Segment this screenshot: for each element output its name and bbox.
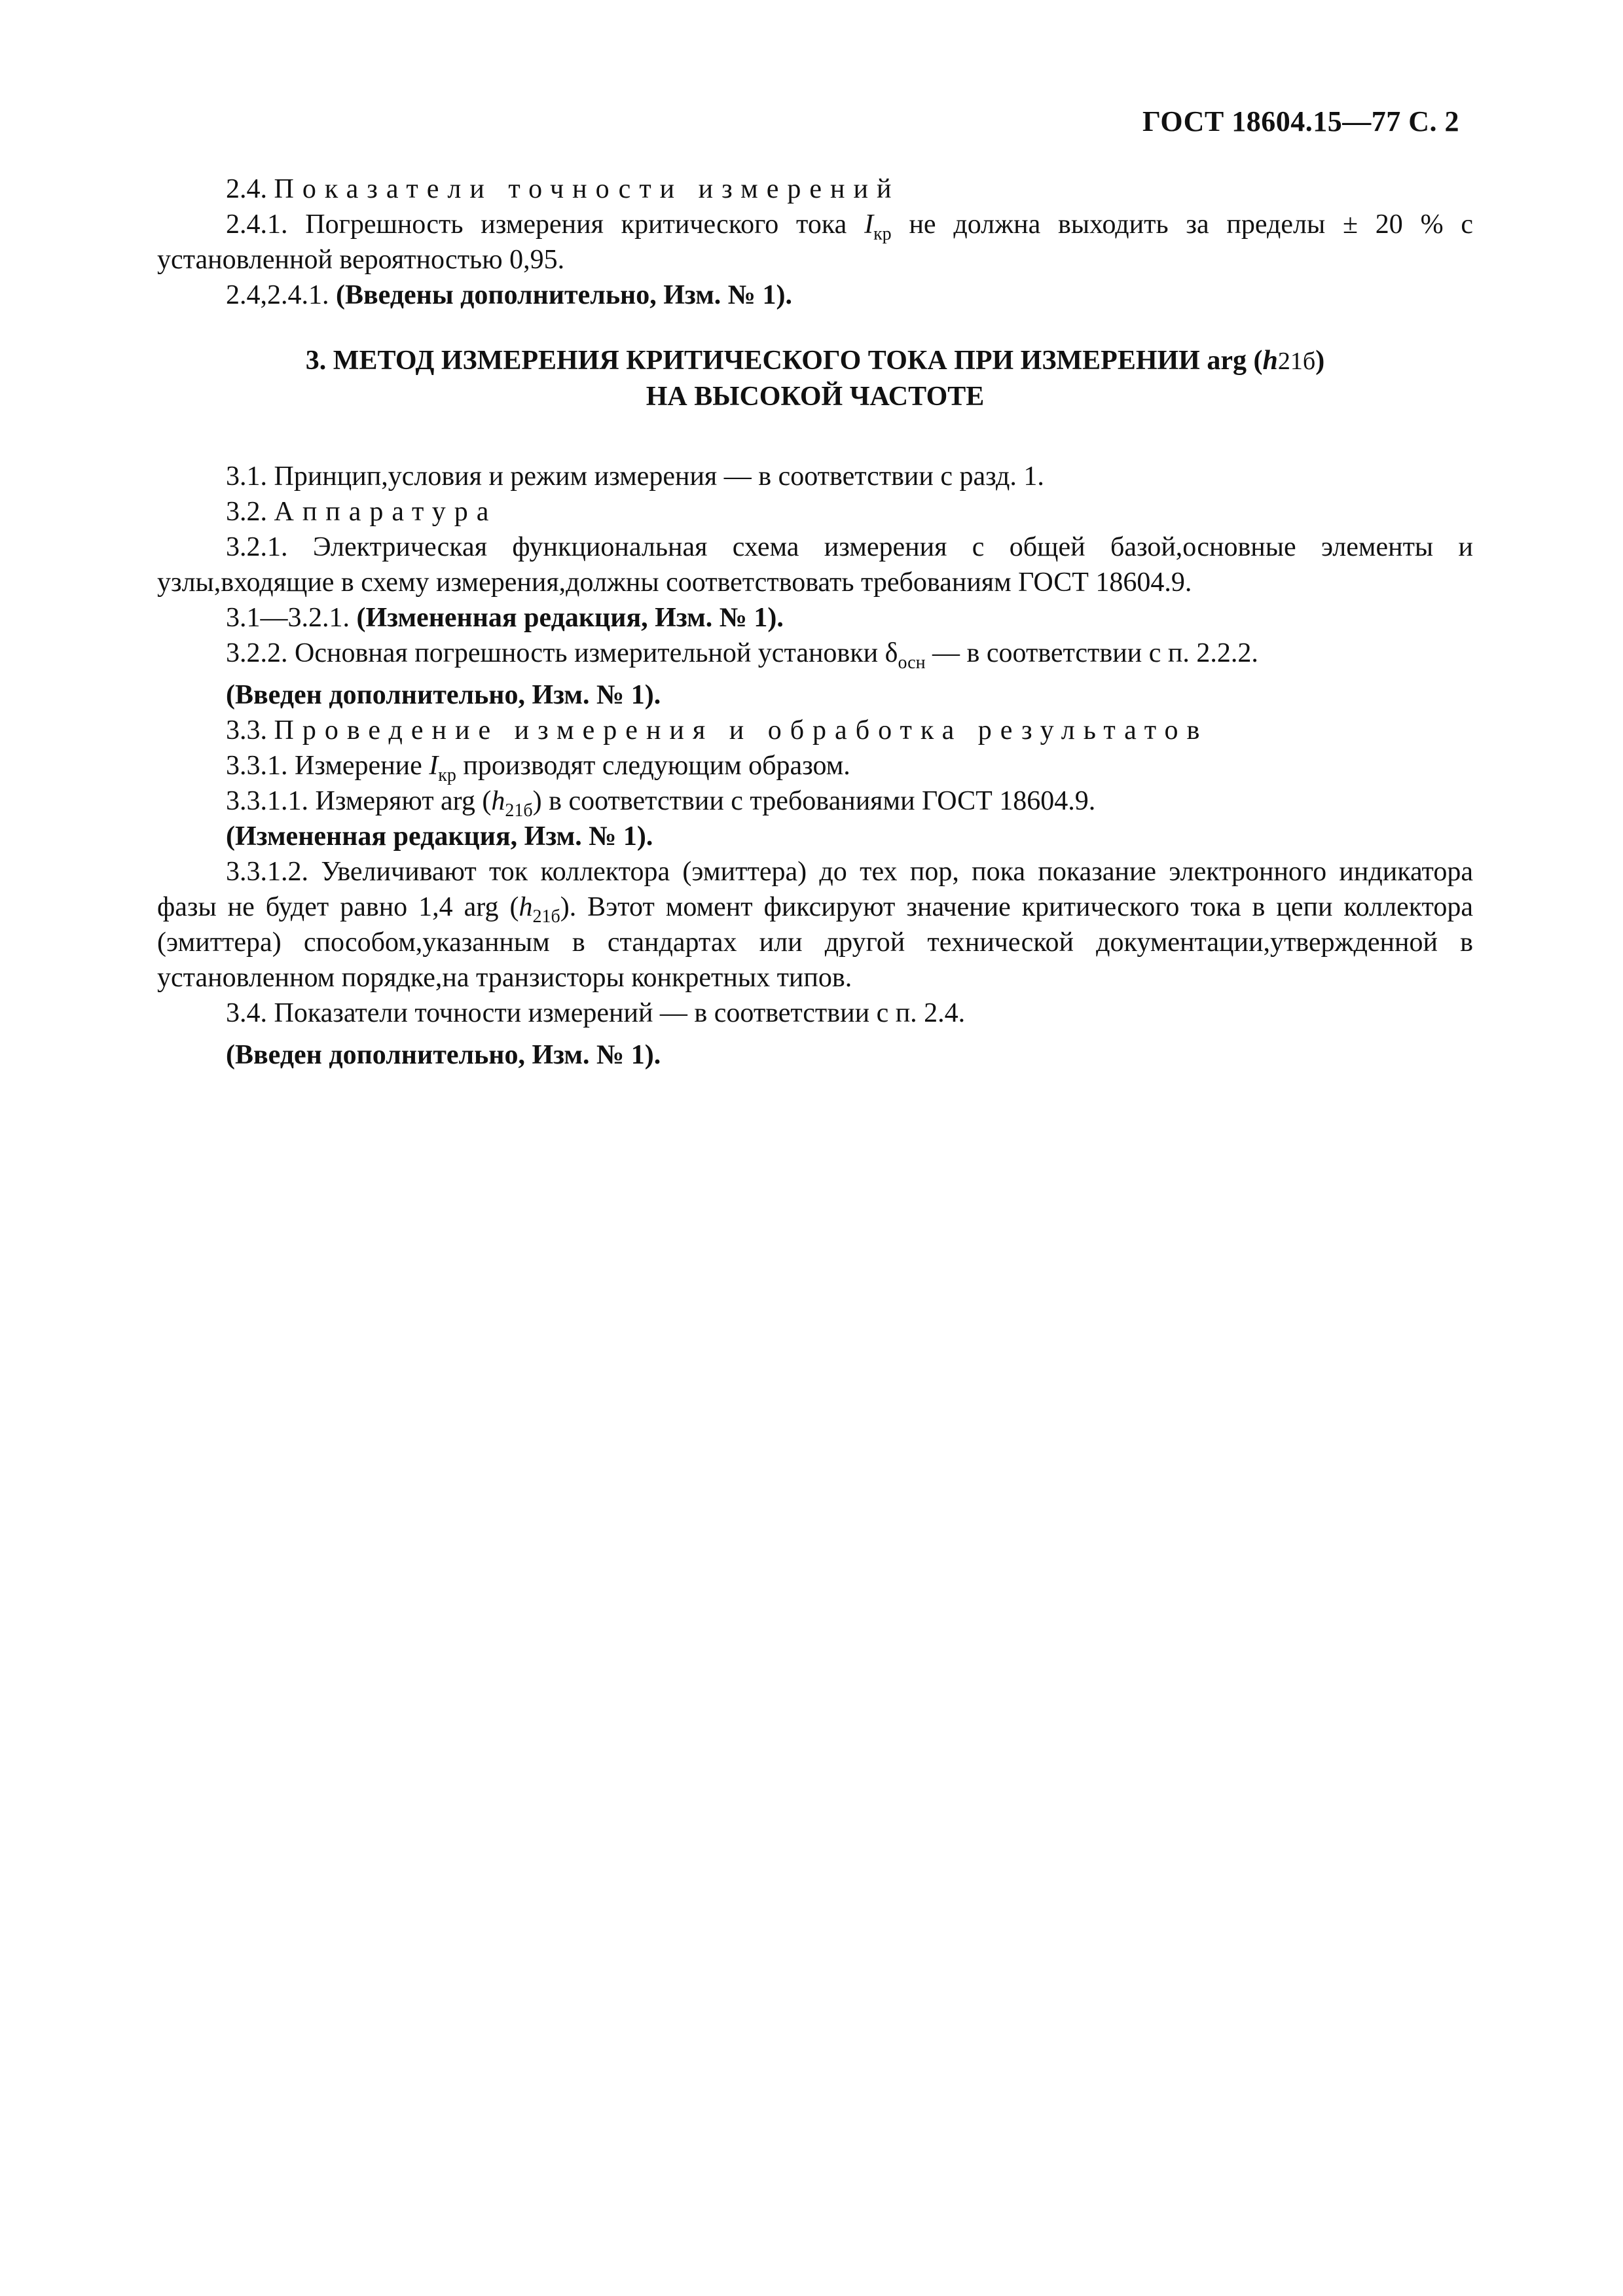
clause-2-4-amendment: 2.4,2.4.1. (Введены дополнительно, Изм. № 1). [226, 280, 792, 310]
clause-3-1: 3.1. Принцип,условия и режим измерения — в соответствии с разд. 1. [226, 461, 1044, 492]
clause-3-2-2: 3.2.2. Основная погрешность измерительной установки $\delta_{осн}$ — в соответствии с п. 2.2.2. [226, 638, 1258, 673]
clause-3-4: 3.4. Показатели точности измерений — в соответствии с п. 2.4. [226, 998, 966, 1028]
clause-3-3-heading: 3.3. Проведение измерения и обработка результатов [226, 715, 1209, 745]
clause-3-3-1-1-amendment: (Измененная редакция, Изм. № 1). [226, 821, 653, 852]
clause-3-2-heading: 3.2. Аппаратура [226, 497, 498, 527]
section-3-title: 3. МЕТОД ИЗМЕРЕНИЯ КРИТИЧЕСКОГО ТОКА ПРИ ИЗМЕРЕНИИ arg (h21б) НА ВЫСОКОЙ ЧАСТОТЕ [305, 346, 1325, 412]
clause-title: Показатели точности измерений [274, 174, 900, 204]
clause-2-4-1: 2.4.1. Погрешность измерения критического тока $I_{кр}$ не должна выходить за пределы ± 20 % с установленной вероятностью 0,95. [157, 209, 1473, 275]
amendment-note: (Измененная редакция, Изм. № 1). [356, 603, 784, 633]
clause-3-3-1-1: 3.3.1.1. Измеряют arg $(h_{21б})$ в соответствии с требованиями ГОСТ 18604.9. [226, 786, 1096, 821]
current-symbol: I [864, 209, 874, 240]
page-header-code: ГОСТ 18604.15—77 С. 2 [1142, 105, 1459, 137]
clause-number: 2.4. [226, 174, 267, 204]
clause-3-3-1-2: 3.3.1.2. Увеличивают ток коллектора (эмиттера) до тех пор, пока показание электронного индикатора фазы не будет равно 1,4 arg $(h_{21б})$. Вэтот момент фиксируют значение критического тока в цепи коллектора (эмиттера) способом,указанным в стандартах или другой технической документации,утвержденной в установленном порядке,на транзисторы конкретных типов. [157, 857, 1473, 993]
clause-3-3-1: 3.3.1. Измерение $I_{кр}$ производят следующим образом. [226, 751, 850, 785]
clause-3-2-2-amendment: (Введен дополнительно, Изм. № 1). [226, 680, 661, 710]
current-symbol: I [429, 751, 439, 781]
clause-3-1-3-2-1-amendment: 3.1—3.2.1. (Измененная редакция, Изм. № 1). [226, 603, 784, 633]
document-body [157, 171, 1473, 1073]
clause-3-4-amendment: (Введен дополнительно, Изм. № 1). [226, 1040, 661, 1070]
clause-2-4-heading [157, 171, 1473, 207]
amendment-note: (Введены дополнительно, Изм. № 1). [336, 280, 792, 310]
clause-3-2-1: 3.2.1. Электрическая функциональная схема измерения с общей базой,основные элементы и узлы,входящие в схему измерения,должны соответствовать требованиям ГОСТ 18604.9. [157, 532, 1473, 598]
